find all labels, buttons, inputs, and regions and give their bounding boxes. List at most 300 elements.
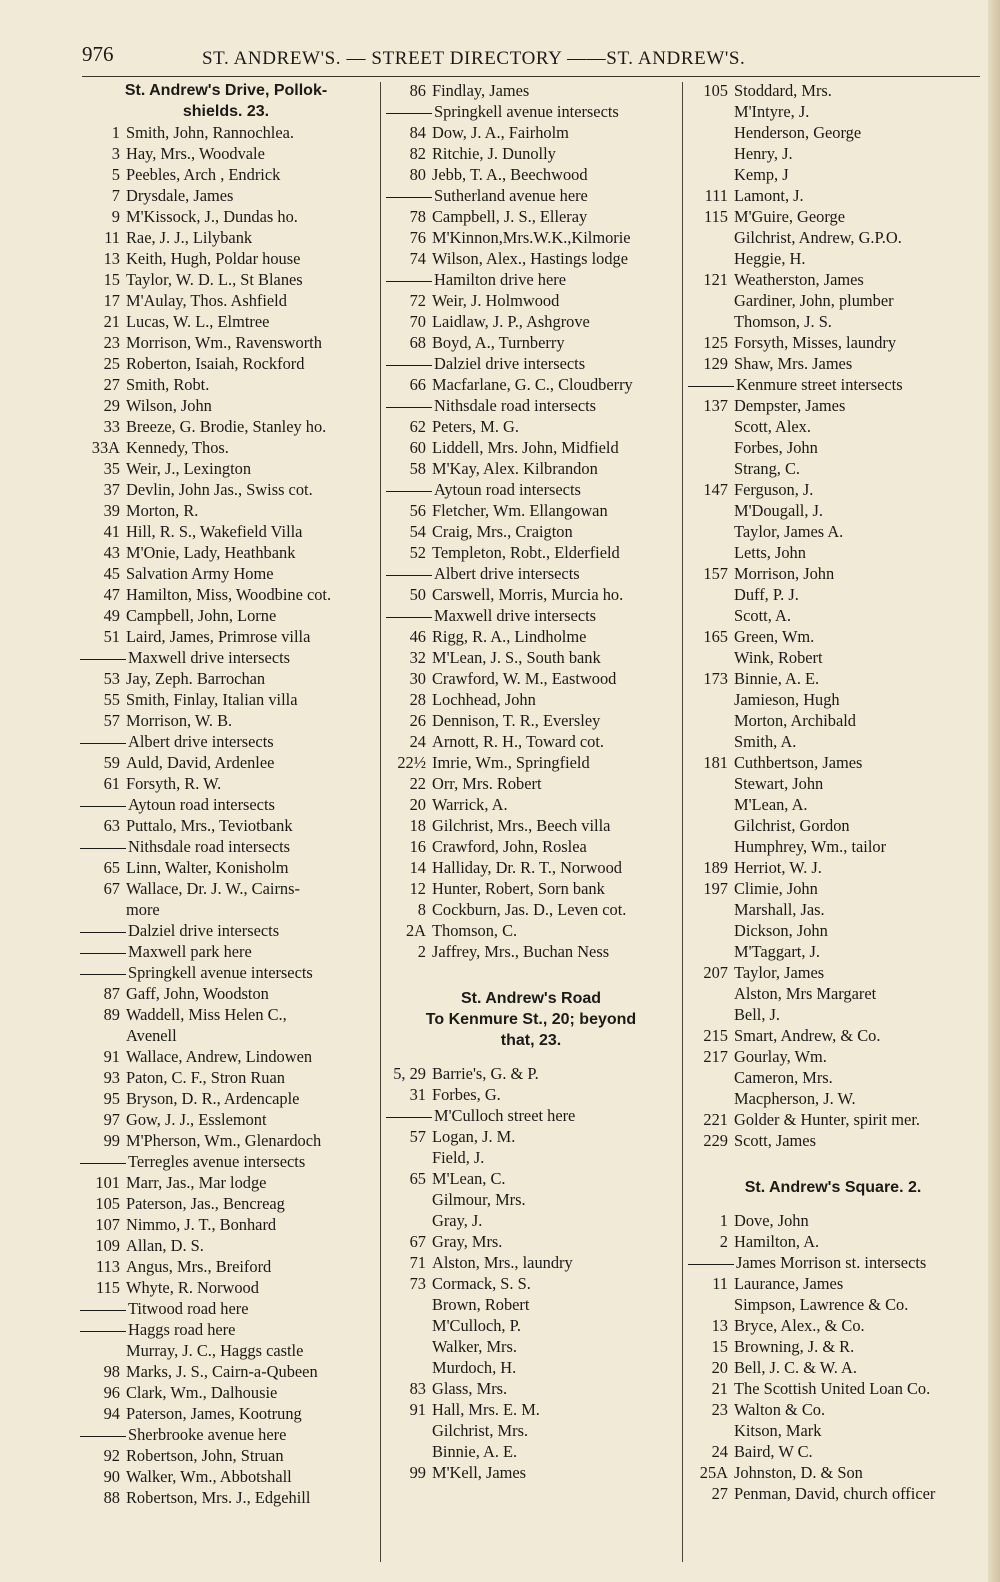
entry-name: Scott, James — [734, 1131, 816, 1150]
directory-entry — [688, 563, 978, 584]
entry-name: Thomson, J. S. — [734, 312, 832, 331]
entry-name: Waddell, Miss Helen C., — [126, 1005, 287, 1024]
directory-entry — [80, 1088, 372, 1109]
intersection-line — [80, 1319, 372, 1340]
entry-list — [688, 1210, 978, 1504]
directory-entry — [386, 626, 676, 647]
entry-name: Lucas, W. L., Elmtree — [126, 312, 270, 331]
entry-name: Gilchrist, Gordon — [734, 816, 850, 835]
house-number: 24 — [409, 732, 426, 751]
directory-entry — [386, 332, 676, 353]
directory-entry — [688, 1315, 978, 1336]
page-header — [82, 38, 982, 78]
continuation-line — [80, 1340, 372, 1361]
house-number: 99 — [409, 1463, 426, 1482]
entry-name: Gardiner, John, plumber — [734, 291, 894, 310]
directory-entry — [80, 1004, 372, 1025]
entry-name: Marks, J. S., Cairn-a-Qubeen — [126, 1362, 318, 1381]
entry-name: Peters, M. G. — [432, 417, 519, 436]
house-number: 90 — [103, 1467, 120, 1486]
entry-name: Robertson, John, Struan — [126, 1446, 284, 1465]
directory-entry — [80, 626, 372, 647]
intersection-text: Maxwell drive intersects — [128, 648, 291, 667]
entry-name: Carswell, Morris, Murcia ho. — [432, 585, 624, 604]
intersection-line — [688, 374, 978, 395]
entry-name: more — [126, 900, 160, 919]
directory-entry — [80, 584, 372, 605]
intersection-line — [386, 353, 676, 374]
directory-entry — [386, 290, 676, 311]
directory-entry — [80, 542, 372, 563]
dash-rule — [80, 1163, 126, 1164]
house-number: 59 — [103, 753, 120, 772]
dash-rule — [80, 932, 126, 933]
house-number: 24 — [711, 1442, 728, 1461]
entry-name: Hamilton, A. — [734, 1232, 820, 1251]
house-number: 51 — [103, 627, 120, 646]
directory-entry — [688, 1462, 978, 1483]
directory-entry — [80, 269, 372, 290]
entry-name: Crawford, John, Roslea — [432, 837, 587, 856]
entry-name: Smart, Andrew, & Co. — [734, 1026, 881, 1045]
directory-entry — [80, 1172, 372, 1193]
intersection-line — [80, 647, 372, 668]
entry-name: Forsyth, R. W. — [126, 774, 222, 793]
intersection-line — [80, 920, 372, 941]
directory-entry — [80, 416, 372, 437]
directory-entry — [386, 836, 676, 857]
directory-entry — [688, 1025, 978, 1046]
section-heading: St. Andrew's Road — [460, 990, 602, 1007]
directory-entry — [386, 542, 676, 563]
section-heading: shields. 23. — [182, 103, 270, 120]
entry-name: Climie, John — [734, 879, 818, 898]
directory-entry — [80, 1277, 372, 1298]
entry-name: Lochhead, John — [432, 690, 536, 709]
entry-name: Gourlay, Wm. — [734, 1047, 827, 1066]
intersection-line — [386, 479, 676, 500]
entry-name: Humphrey, Wm., tailor — [734, 837, 887, 856]
entry-name: M'Lean, J. S., South bank — [432, 648, 601, 667]
entry-name: Walker, Mrs. — [432, 1337, 517, 1356]
directory-entry — [80, 521, 372, 542]
house-number: 91 — [409, 1400, 426, 1419]
dash-rule — [386, 575, 432, 576]
dash-rule — [386, 407, 432, 408]
house-number: 2 — [417, 942, 426, 961]
house-number: 91 — [103, 1047, 120, 1066]
entry-name: Keith, Hugh, Poldar house — [126, 249, 301, 268]
directory-entry — [386, 206, 676, 227]
dash-rule — [80, 974, 126, 975]
directory-entry — [80, 353, 372, 374]
directory-entry — [80, 857, 372, 878]
house-number: 18 — [409, 816, 426, 835]
entry-name: Ritchie, J. Dunolly — [432, 144, 556, 163]
house-number: 8 — [417, 900, 426, 919]
directory-entry — [386, 437, 676, 458]
continuation-line — [386, 1315, 676, 1336]
house-number: 197 — [703, 879, 728, 898]
house-number: 26 — [409, 711, 426, 730]
entry-name: Drysdale, James — [126, 186, 234, 205]
directory-entry — [688, 668, 978, 689]
entry-name: Crawford, W. M., Eastwood — [432, 669, 617, 688]
house-number: 207 — [703, 963, 728, 982]
entry-name: Linn, Walter, Konisholm — [126, 858, 289, 877]
entry-name: Morton, R. — [126, 501, 199, 520]
entry-name: Ferguson, J. — [734, 480, 814, 499]
directory-entry — [80, 752, 372, 773]
entry-name: Walton & Co. — [734, 1400, 826, 1419]
continuation-line — [688, 416, 978, 437]
house-number: 87 — [103, 984, 120, 1003]
directory-entry — [80, 1109, 372, 1130]
entry-name: Glass, Mrs. — [432, 1379, 508, 1398]
intersection-text: Nithsdale road intersects — [434, 396, 597, 415]
entry-name: Kitson, Mark — [734, 1421, 822, 1440]
intersection-line — [386, 269, 676, 290]
directory-entry — [386, 1273, 676, 1294]
directory-entry — [80, 332, 372, 353]
entry-name: Imrie, Wm., Springfield — [432, 753, 590, 772]
intersection-text: Dalziel drive intersects — [128, 921, 280, 940]
intersection-text: Springkell avenue intersects — [128, 963, 313, 982]
directory-entry — [386, 584, 676, 605]
entry-list — [688, 80, 978, 1151]
entry-name: Allan, D. S. — [126, 1236, 204, 1255]
intersection-text: Titwood road here — [128, 1299, 249, 1318]
entry-name: Herriot, W. J. — [734, 858, 822, 877]
continuation-line — [688, 311, 978, 332]
continuation-line — [688, 1088, 978, 1109]
directory-entry — [688, 80, 978, 101]
intersection-line — [688, 1252, 978, 1273]
directory-entry — [386, 374, 676, 395]
directory-entry — [80, 164, 372, 185]
directory-entry — [80, 1361, 372, 1382]
entry-name: Dempster, James — [734, 396, 846, 415]
house-number: 13 — [103, 249, 120, 268]
house-number: 70 — [409, 312, 426, 331]
entry-name: Barrie's, G. & P. — [432, 1064, 539, 1083]
intersection-text: Aytoun road intersects — [434, 480, 581, 499]
intersection-line — [386, 605, 676, 626]
entry-name: Rigg, R. A., Lindholme — [432, 627, 587, 646]
entry-name: Baird, W C. — [734, 1442, 813, 1461]
entry-name: Craig, Mrs., Craigton — [432, 522, 573, 541]
continuation-line — [688, 437, 978, 458]
continuation-line — [386, 1357, 676, 1378]
directory-entry — [80, 290, 372, 311]
entry-name: Taylor, James A. — [734, 522, 844, 541]
directory-entry — [386, 668, 676, 689]
intersection-text: Dalziel drive intersects — [434, 354, 586, 373]
directory-entry — [386, 878, 676, 899]
dash-rule — [386, 365, 432, 366]
entry-name: Peebles, Arch , Endrick — [126, 165, 281, 184]
house-number: 109 — [95, 1236, 120, 1255]
entry-name: Weir, J., Lexington — [126, 459, 252, 478]
entry-name: Jamieson, Hugh — [734, 690, 840, 709]
entry-name: Hunter, Robert, Sorn bank — [432, 879, 605, 898]
entry-name: Murdoch, H. — [432, 1358, 517, 1377]
directory-entry — [80, 689, 372, 710]
continuation-line — [688, 248, 978, 269]
house-number: 97 — [103, 1110, 120, 1129]
continuation-line — [386, 1189, 676, 1210]
house-number: 2 — [719, 1232, 728, 1251]
entry-name: Hall, Mrs. E. M. — [432, 1400, 540, 1419]
directory-entry — [386, 227, 676, 248]
entry-name: Bryson, D. R., Ardencaple — [126, 1089, 300, 1108]
directory-entry — [386, 794, 676, 815]
continuation-line — [688, 1067, 978, 1088]
intersection-line — [386, 395, 676, 416]
directory-entry — [80, 248, 372, 269]
entry-name: Scott, A. — [734, 606, 791, 625]
house-number: 3 — [111, 144, 120, 163]
house-number: 1 — [719, 1211, 728, 1230]
house-number: 157 — [703, 564, 728, 583]
entry-name: Arnott, R. H., Toward cot. — [432, 732, 604, 751]
directory-entry — [386, 920, 676, 941]
directory-entry — [80, 122, 372, 143]
intersection-text: Albert drive intersects — [434, 564, 580, 583]
column-1 — [80, 80, 372, 1508]
entry-name: Gilchrist, Mrs. — [432, 1421, 529, 1440]
house-number: 94 — [103, 1404, 120, 1423]
directory-entry — [386, 857, 676, 878]
house-number: 113 — [96, 1257, 120, 1276]
header-rule — [82, 76, 980, 77]
intersection-text: Maxwell drive intersects — [434, 606, 597, 625]
entry-name: Smith, John, Rannochlea. — [126, 123, 294, 142]
dash-rule — [80, 1331, 126, 1332]
entry-name: Templeton, Robt., Elderfield — [432, 543, 620, 562]
continuation-line — [386, 1420, 676, 1441]
entry-name: Orr, Mrs. Robert — [432, 774, 542, 793]
continuation-line — [688, 983, 978, 1004]
directory-entry — [688, 1483, 978, 1504]
entry-name: Dennison, T. R., Eversley — [432, 711, 601, 730]
directory-entry — [80, 206, 372, 227]
entry-name: Forbes, G. — [432, 1085, 501, 1104]
entry-name: Kemp, J — [734, 165, 789, 184]
entry-name: Gaff, John, Woodston — [126, 984, 269, 1003]
entry-name: Paterson, James, Kootrung — [126, 1404, 302, 1423]
house-number: 23 — [711, 1400, 728, 1419]
directory-entry — [386, 1231, 676, 1252]
house-number: 83 — [409, 1379, 426, 1398]
directory-entry — [80, 1067, 372, 1088]
house-number: 21 — [711, 1379, 728, 1398]
continuation-line — [386, 1147, 676, 1168]
house-number: 66 — [409, 375, 426, 394]
entry-name: Wallace, Dr. J. W., Cairns- — [126, 879, 300, 898]
entry-name: Shaw, Mrs. James — [734, 354, 853, 373]
directory-entry — [688, 962, 978, 983]
directory-entry — [688, 1130, 978, 1151]
column-divider — [682, 82, 683, 1562]
house-number: 30 — [409, 669, 426, 688]
entry-name: Bell, J. — [734, 1005, 780, 1024]
entry-name: Wallace, Andrew, Lindowen — [126, 1047, 313, 1066]
entry-name: Penman, David, church officer — [734, 1484, 936, 1503]
section-heading: St. Andrew's Square. 2. — [744, 1179, 922, 1196]
entry-name: Nimmo, J. T., Bonhard — [126, 1215, 277, 1234]
continuation-line — [688, 584, 978, 605]
entry-name: Johnston, D. & Son — [734, 1463, 863, 1482]
house-number: 2A — [405, 921, 426, 940]
directory-entry — [386, 1063, 676, 1084]
directory-entry — [386, 647, 676, 668]
house-number: 57 — [103, 711, 120, 730]
entry-name: Forbes, John — [734, 438, 818, 457]
house-number: 63 — [103, 816, 120, 835]
house-number: 15 — [103, 270, 120, 289]
directory-entry — [80, 437, 372, 458]
house-number: 99 — [103, 1131, 120, 1150]
house-number: 25 — [103, 354, 120, 373]
continuation-line — [688, 836, 978, 857]
directory-entry — [688, 185, 978, 206]
dash-rule — [80, 806, 126, 807]
dash-rule — [386, 1117, 432, 1118]
intersection-line — [386, 1105, 676, 1126]
house-number: 49 — [103, 606, 120, 625]
directory-entry — [80, 143, 372, 164]
entry-name: Binnie, A. E. — [432, 1442, 518, 1461]
entry-name: Liddell, Mrs. John, Midfield — [432, 438, 619, 457]
directory-entry — [386, 731, 676, 752]
entry-name: Campbell, John, Lorne — [126, 606, 277, 625]
directory-entry — [386, 773, 676, 794]
entry-name: Smith, A. — [734, 732, 797, 751]
entry-name: Laird, James, Primrose villa — [126, 627, 311, 646]
entry-name: Hay, Mrs., Woodvale — [126, 144, 265, 163]
intersection-line — [386, 185, 676, 206]
directory-entry — [80, 374, 372, 395]
entry-name: Hill, R. S., Wakefield Villa — [126, 522, 303, 541]
continuation-line — [386, 1336, 676, 1357]
entry-name: M'Taggart, J. — [734, 942, 821, 961]
intersection-line — [80, 731, 372, 752]
entry-name: Laidlaw, J. P., Ashgrove — [432, 312, 590, 331]
house-number: 55 — [103, 690, 120, 709]
house-number: 76 — [409, 228, 426, 247]
house-number: 65 — [103, 858, 120, 877]
dash-rule — [80, 1310, 126, 1311]
house-number: 67 — [409, 1232, 426, 1251]
directory-entry — [688, 479, 978, 500]
house-number: 98 — [103, 1362, 120, 1381]
entry-name: M'Kinnon,Mrs.W.K.,Kilmorie — [432, 228, 631, 247]
directory-entry — [80, 1403, 372, 1424]
house-number: 52 — [409, 543, 426, 562]
directory-entry — [688, 1357, 978, 1378]
entry-name: Alston, Mrs., laundry — [432, 1253, 573, 1272]
entry-name: Findlay, James — [432, 81, 530, 100]
entry-name: Morrison, John — [734, 564, 835, 583]
intersection-text: Springkell avenue intersects — [434, 102, 619, 121]
continuation-line — [386, 1294, 676, 1315]
continuation-line — [688, 458, 978, 479]
house-number: 54 — [409, 522, 426, 541]
page-edge — [988, 0, 1000, 1582]
directory-entry — [80, 1466, 372, 1487]
running-title: ST. ANDREW'S. — STREET DIRECTORY ——ST. ANDREW'S. — [202, 48, 746, 69]
directory-entry — [386, 815, 676, 836]
entry-list — [386, 80, 676, 962]
dash-rule — [688, 386, 734, 387]
entry-name: Gow, J. J., Esslemont — [126, 1110, 267, 1129]
entry-name: Field, J. — [432, 1148, 485, 1167]
house-number: 105 — [95, 1194, 120, 1213]
directory-entry — [688, 1336, 978, 1357]
house-number: 47 — [103, 585, 120, 604]
entry-name: Cuthbertson, James — [734, 753, 863, 772]
entry-name: Jaffrey, Mrs., Buchan Ness — [432, 942, 610, 961]
directory-entry — [386, 500, 676, 521]
intersection-line — [80, 836, 372, 857]
house-number: 80 — [409, 165, 426, 184]
intersection-text: M'Culloch street here — [434, 1106, 576, 1125]
entry-name: Marr, Jas., Mar lodge — [126, 1173, 267, 1192]
house-number: 72 — [409, 291, 426, 310]
continuation-line — [688, 815, 978, 836]
directory-entry — [386, 122, 676, 143]
continuation-line — [688, 1004, 978, 1025]
dash-rule — [688, 1264, 734, 1265]
entry-name: Jebb, T. A., Beechwood — [432, 165, 588, 184]
directory-entry — [80, 479, 372, 500]
dash-rule — [386, 113, 432, 114]
house-number: 31 — [409, 1085, 426, 1104]
continuation-line — [688, 164, 978, 185]
directory-entry — [386, 248, 676, 269]
entry-name: Paton, C. F., Stron Ruan — [126, 1068, 285, 1087]
directory-entry — [80, 458, 372, 479]
directory-entry — [386, 1462, 676, 1483]
house-number: 67 — [103, 879, 120, 898]
house-number: 137 — [703, 396, 728, 415]
house-number: 57 — [409, 1127, 426, 1146]
house-number: 60 — [409, 438, 426, 457]
directory-entry — [80, 395, 372, 416]
directory-entry — [80, 563, 372, 584]
house-number: 28 — [409, 690, 426, 709]
directory-entry — [80, 815, 372, 836]
house-number: 105 — [703, 81, 728, 100]
house-number: 20 — [711, 1358, 728, 1377]
entry-name: Laurance, James — [734, 1274, 844, 1293]
entry-name: M'Pherson, Wm., Glenardoch — [126, 1131, 322, 1150]
house-number: 71 — [409, 1253, 426, 1272]
entry-name: Paterson, Jas., Bencreag — [126, 1194, 285, 1213]
entry-name: Stewart, John — [734, 774, 824, 793]
house-number: 125 — [703, 333, 728, 352]
directory-entry — [80, 1193, 372, 1214]
entry-name: M'Kell, James — [432, 1463, 526, 1482]
intersection-line — [80, 1298, 372, 1319]
entry-name: Weatherston, James — [734, 270, 864, 289]
continuation-line — [386, 1210, 676, 1231]
house-number: 221 — [703, 1110, 728, 1129]
house-number: 25A — [699, 1463, 728, 1482]
house-number: 95 — [103, 1089, 120, 1108]
entry-name: Bell, J. C. & W. A. — [734, 1358, 857, 1377]
